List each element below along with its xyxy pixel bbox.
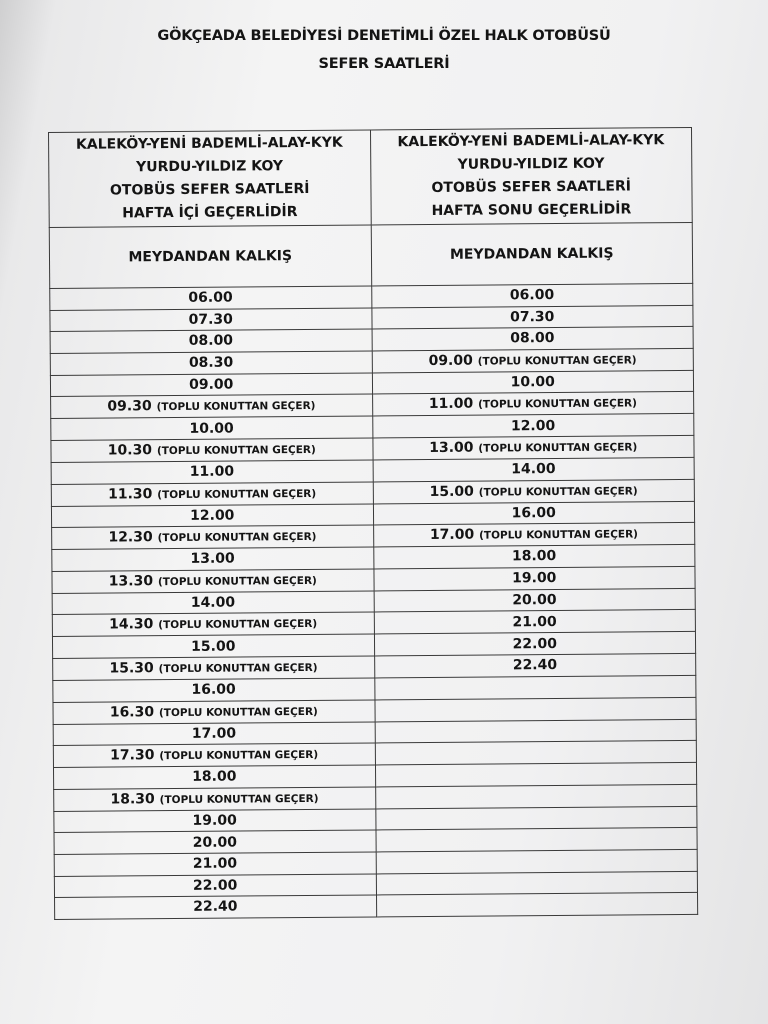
weekday-cell [51, 482, 373, 507]
weekend-heading-line: HAFTA SONU GEÇERLİDİR [431, 201, 632, 219]
weekend-time: 09.00 [428, 352, 473, 369]
weekday-time: 18.00 [192, 768, 237, 786]
weekday-time: 11.00 [189, 463, 235, 481]
weekday-cell [50, 329, 372, 353]
weekday-cell [50, 308, 372, 332]
weekend-cell [372, 414, 694, 438]
weekday-time: 22.40 [193, 898, 238, 916]
weekday-time: 19.00 [192, 812, 237, 829]
weekend-heading-line: YURDU-YILDIZ KOY [457, 155, 605, 173]
weekday-cell [55, 895, 377, 919]
weekday-cell [51, 460, 373, 484]
weekday-time: 10.00 [189, 420, 234, 437]
weekday-time: 09.30 [107, 398, 152, 415]
weekend-cell [376, 849, 698, 873]
weekend-cell [372, 327, 694, 351]
weekend-cell [371, 283, 693, 307]
weekday-route-note: (TOPLU KONUTTAN GEÇER) [158, 618, 318, 632]
weekend-cell [374, 697, 696, 722]
weekday-time: 06.00 [188, 289, 233, 307]
weekend-subheading: MEYDANDAN KALKIŞ [371, 222, 693, 286]
weekend-time: 21.00 [512, 613, 557, 631]
weekday-cell [52, 591, 374, 615]
weekend-time: 14.00 [511, 461, 556, 478]
weekday-route-note: (TOPLU KONUTTAN GEÇER) [156, 400, 316, 414]
weekday-cell [53, 678, 375, 702]
weekend-time: 22.00 [512, 635, 557, 653]
weekend-cell [374, 610, 696, 635]
weekday-heading [49, 130, 371, 228]
weekend-cell [375, 784, 697, 809]
weekend-heading-line: OTOBÜS SEFER SAATLERİ [431, 178, 631, 196]
weekday-cell [53, 721, 375, 745]
weekday-time: 20.00 [192, 834, 238, 851]
weekend-cell [372, 348, 694, 373]
weekday-time: 15.30 [109, 660, 154, 677]
weekend-heading [370, 127, 692, 225]
weekday-route-note: (TOPLU KONUTTAN GEÇER) [158, 661, 318, 676]
weekday-time: 16.00 [191, 681, 236, 699]
weekend-cell [375, 763, 697, 787]
weekday-cell [50, 351, 372, 376]
weekday-cell [54, 852, 376, 876]
schedule-sheet [48, 127, 698, 920]
weekday-time: 13.30 [108, 572, 154, 590]
weekend-cell [374, 653, 696, 678]
weekend-time: 17.00 [429, 526, 475, 544]
weekday-time: 10.30 [107, 442, 153, 459]
weekend-cell [373, 501, 695, 525]
weekday-cell [54, 809, 376, 833]
weekday-time: 17.00 [191, 725, 237, 742]
weekend-cell [373, 545, 695, 569]
weekend-time: 22.40 [512, 657, 558, 674]
weekend-time: 07.30 [510, 308, 555, 326]
weekend-route-note: (TOPLU KONUTTAN GEÇER) [479, 528, 638, 542]
weekend-time: 20.00 [512, 592, 557, 609]
weekday-time: 07.30 [188, 311, 233, 328]
weekend-cell [373, 566, 695, 591]
weekend-time: 06.00 [509, 287, 555, 304]
weekday-route-note: (TOPLU KONUTTAN GEÇER) [159, 792, 319, 806]
weekend-cell [372, 392, 694, 417]
weekday-time: 15.00 [191, 638, 236, 655]
weekday-cell [53, 743, 375, 768]
page-title-line2: SEFER SAATLERİ [318, 56, 450, 72]
weekday-time: 12.30 [108, 529, 153, 546]
weekday-cell [51, 394, 373, 419]
weekday-time: 14.30 [109, 616, 154, 633]
weekend-cell [374, 632, 696, 656]
weekday-time: 14.00 [190, 594, 236, 611]
weekday-cell [50, 373, 372, 397]
page-title [0, 22, 768, 78]
weekend-cell [376, 893, 698, 917]
weekday-cell [51, 416, 373, 440]
weekend-time: 10.00 [510, 374, 555, 391]
weekend-cell [373, 523, 695, 548]
weekday-heading-line: HAFTA İÇİ GEÇERLİDİR [122, 204, 298, 222]
weekend-heading-line: KALEKÖY-YENİ BADEMLİ-ALAY-KYK [397, 132, 665, 151]
weekday-route-note: (TOPLU KONUTTAN GEÇER) [158, 705, 318, 719]
weekday-time: 22.00 [192, 877, 238, 894]
weekend-cell [374, 675, 696, 699]
weekday-cell [53, 699, 375, 724]
weekend-cell [371, 305, 693, 329]
weekend-route-note: (TOPLU KONUTTAN GEÇER) [478, 397, 637, 412]
weekday-route-note: (TOPLU KONUTTAN GEÇER) [157, 531, 317, 545]
weekend-route-note: (TOPLU KONUTTAN GEÇER) [477, 354, 637, 368]
weekend-time: 18.00 [511, 548, 557, 565]
weekday-route-note: (TOPLU KONUTTAN GEÇER) [157, 574, 317, 588]
weekday-time: 21.00 [192, 855, 238, 873]
weekend-cell [372, 370, 694, 394]
weekday-cell [54, 873, 376, 897]
weekend-cell [375, 741, 697, 766]
weekend-cell [375, 828, 697, 852]
weekday-time: 08.00 [188, 333, 234, 350]
weekday-time: 17.30 [110, 747, 155, 764]
table-header-row [49, 127, 693, 227]
table-row [55, 893, 698, 920]
weekday-route-note: (TOPLU KONUTTAN GEÇER) [157, 487, 317, 501]
weekend-time: 19.00 [512, 570, 557, 587]
weekend-time: 12.00 [510, 417, 556, 435]
weekend-cell [375, 719, 697, 743]
weekday-cell [53, 656, 375, 681]
weekend-cell [376, 871, 698, 895]
weekday-time: 09.00 [189, 376, 234, 393]
weekday-heading-line: KALEKÖY-YENİ BADEMLİ-ALAY-KYK [75, 134, 343, 153]
weekend-cell [373, 457, 695, 481]
weekend-time: 13.00 [429, 439, 474, 456]
weekday-cell [53, 765, 375, 789]
weekend-cell [374, 588, 696, 612]
weekday-time: 16.30 [109, 703, 155, 721]
weekday-cell [52, 569, 374, 594]
weekday-cell [50, 286, 372, 310]
weekday-heading-line: OTOBÜS SEFER SAATLERİ [109, 180, 310, 199]
weekend-time: 16.00 [511, 504, 556, 522]
weekday-cell [52, 525, 374, 550]
table-subheader-row [49, 222, 692, 288]
weekday-cell [51, 504, 373, 528]
weekday-heading-line: YURDU-YILDIZ KOY [135, 158, 284, 176]
weekday-subheading: MEYDANDAN KALKIŞ [49, 225, 371, 289]
weekday-cell [54, 787, 376, 812]
weekend-route-note: (TOPLU KONUTTAN GEÇER) [478, 484, 638, 499]
weekend-cell [373, 479, 695, 504]
weekday-time: 13.00 [190, 550, 235, 568]
weekend-route-note: (TOPLU KONUTTAN GEÇER) [478, 441, 638, 455]
weekday-time: 18.30 [110, 790, 155, 808]
weekday-route-note: (TOPLU KONUTTAN GEÇER) [159, 749, 319, 763]
weekday-cell [52, 612, 374, 637]
weekday-time: 08.30 [188, 354, 234, 372]
weekday-cell [54, 830, 376, 854]
weekday-cell [51, 438, 373, 463]
weekend-time: 08.00 [510, 330, 555, 347]
weekday-time: 12.00 [190, 507, 235, 524]
weekday-cell [52, 547, 374, 571]
weekend-cell [372, 435, 694, 460]
weekday-cell [52, 634, 374, 658]
schedule-table [48, 127, 698, 920]
weekend-time: 15.00 [429, 483, 474, 500]
page-title-line1: GÖKÇEADA BELEDİYESİ DENETİMLİ ÖZEL HALK OTOBÜSÜ [157, 28, 611, 44]
weekend-cell [375, 806, 697, 830]
weekday-time: 11.30 [108, 485, 153, 503]
weekday-route-note: (TOPLU KONUTTAN GEÇER) [156, 443, 316, 458]
weekend-time: 11.00 [428, 396, 474, 413]
